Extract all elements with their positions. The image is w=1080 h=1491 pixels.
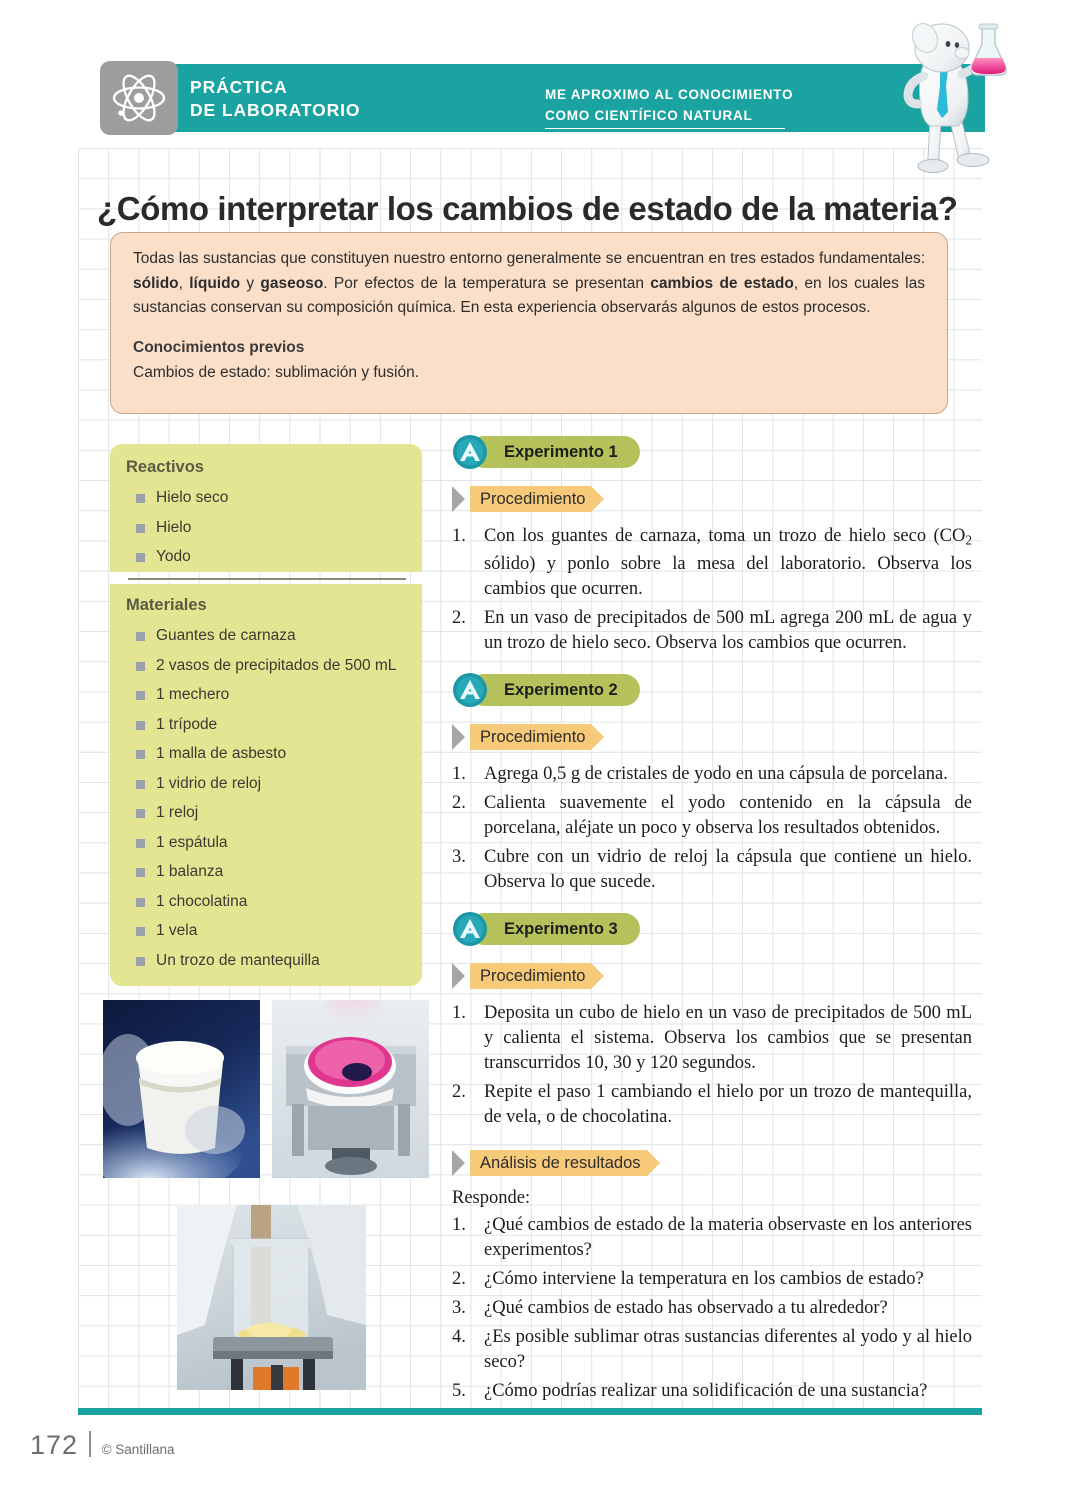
procedure-step: Calienta suavemente el yodo contenido en la cápsula de porcelana, aléjate un poco y observa los resultados obtenidos. [484,793,972,839]
header-title [190,76,360,122]
analysis-question: ¿Qué cambios de estado de la materia observaste en los anteriores experimentos? [484,1215,973,1261]
reactivos-heading: Reactivos [126,458,204,476]
materiales-list-item: 1 malla de asbesto [126,739,406,769]
photo-butter-beaker-tripod [177,1205,366,1390]
right-column [452,436,972,1422]
materiales-panel [110,584,422,986]
experiment-badge [452,913,972,947]
header-subtitle-line2: COMO CIENTÍFICO NATURAL [545,105,785,129]
footer-separator [89,1431,91,1457]
page-title: ¿Cómo interpretar los cambios de estado de la materia? [97,190,958,228]
analysis-question-list [452,1213,972,1404]
reactivos-list-item: Hielo seco [126,483,406,513]
materiales-list-item: 1 espátula [126,828,406,858]
analysis-question: ¿Cómo interviene la temperatura en los cambios de estado? [484,1269,924,1290]
intro-box [110,232,948,414]
analysis-intro: Responde: [452,1188,531,1209]
tag-arrow-icon [452,963,470,989]
intro-bold-term: líquido [189,274,241,292]
procedure-step-list [452,1001,972,1130]
reactivos-list-item: Yodo [126,542,406,572]
experiment-arrow-icon [452,672,488,708]
reactivos-list-item: Hielo [126,513,406,543]
materiales-list-item: Un trozo de mantequilla [126,946,406,976]
materiales-list-item: 1 mechero [126,680,406,710]
panel-divider [128,578,406,580]
materiales-list-item: 1 vela [126,916,406,946]
analysis-question: ¿Cómo podrías realizar una solidificación de una sustancia? [484,1381,928,1402]
copyright-text: © Santillana [101,1442,175,1457]
experiment-arrow-icon [452,911,488,947]
experiment-label: Experimento 3 [468,913,640,945]
atom-icon [100,61,178,135]
materiales-list-item: 2 vasos de precipitados de 500 mL [126,651,406,681]
intro-text-run: , [178,274,190,292]
materiales-list [126,621,406,975]
analysis-label: Análisis de resultados [470,1150,647,1176]
footer [30,1428,175,1461]
materiales-list-item: 1 chocolatina [126,887,406,917]
materiales-list-item: Guantes de carnaza [126,621,406,651]
intro-bold-term: sólido [133,274,179,292]
intro-bold-term: gaseoso [260,274,324,292]
intro-bold-term: cambios de estado [650,274,794,292]
procedure-tag [452,961,972,991]
procedure-step-list [452,762,972,895]
intro-text-run: y [240,274,261,292]
materiales-heading: Materiales [126,596,207,614]
prior-knowledge-heading: Conocimientos previos [133,338,305,356]
procedure-step: Repite el paso 1 cambiando el hielo por un trozo de mantequilla, de vela, o de chocolatina. [484,1082,972,1128]
materiales-list-item: 1 balanza [126,857,406,887]
tag-arrow-icon [452,724,470,750]
analysis-question: ¿Qué cambios de estado has observado a tu alrededor? [484,1298,888,1319]
prior-knowledge-text: Cambios de estado: sublimación y fusión. [133,363,420,381]
procedure-label: Procedimiento [470,724,591,750]
experiment-label: Experimento 2 [468,674,640,706]
header-subtitle-line1: ME APROXIMO AL CONOCIMIENTO [545,87,794,102]
procedure-step-list [452,524,972,656]
photo-iodine-crucible-burner [272,1000,429,1178]
tag-arrow-icon [452,486,470,512]
procedure-tag [452,484,972,514]
experiment-label: Experimento 1 [468,436,640,468]
intro-text-run: Todas las sustancias que constituyen nuestro entorno generalmente se encuentran en tres estados fundamentales: [133,250,925,267]
intro-paragraph [133,247,925,321]
reactivos-panel [110,444,422,572]
materiales-list-item: 1 trípode [126,710,406,740]
intro-text-run: . Por efectos de la temperatura se presentan [323,274,651,292]
procedure-step: En un vaso de precipitados de 500 mL agrega 200 mL de agua y un trozo de hielo seco. Observa los cambios que ocurren. [484,608,972,654]
procedure-label: Procedimiento [470,963,591,989]
intro-text-run: , en los cuales las sustancias conservan su composición química. En esta experiencia observarás algunos de estos procesos. [133,274,925,316]
tag-arrow-icon [452,1150,470,1176]
page-number: 172 [30,1430,79,1460]
header-subtitle [545,84,793,129]
procedure-step: Deposita un cubo de hielo en un vaso de precipitados de 500 mL y calienta el sistema. Observa los cambios que se presentan transcurridos 10, 30 y 120 segundos. [484,1003,972,1074]
header-title-line1: PRÁCTICA [190,77,288,97]
analysis-question: ¿Es posible sublimar otras sustancias diferentes al yodo y al hielo seco? [484,1327,972,1373]
analysis-tag [452,1148,972,1178]
experiment-badge [452,436,972,470]
reactivos-list [126,483,406,572]
procedure-step: Cubre con un vidrio de reloj la cápsula que contiene un hielo. Observa lo que sucede. [484,847,972,893]
procedure-step: Agrega 0,5 g de cristales de yodo en una cápsula de porcelana. [484,764,948,785]
procedure-tag [452,722,972,752]
bottom-rule [78,1408,982,1415]
experiment-arrow-icon [452,434,488,470]
experiment-badge [452,674,972,708]
photo-dry-ice-beaker [103,1000,260,1178]
materiales-list-item: 1 reloj [126,798,406,828]
materiales-list-item: 1 vidrio de reloj [126,769,406,799]
procedure-step: Con los guantes de carnaza, toma un trozo de hielo seco ($CO_2$ sólido) y ponlo sobre la mesa del laboratorio. Observa los cambios que ocurren. [484,526,972,600]
procedure-label: Procedimiento [470,486,591,512]
scientist-mascot-with-flask-icon [878,8,1010,180]
header-title-line2: DE LABORATORIO [190,100,361,120]
